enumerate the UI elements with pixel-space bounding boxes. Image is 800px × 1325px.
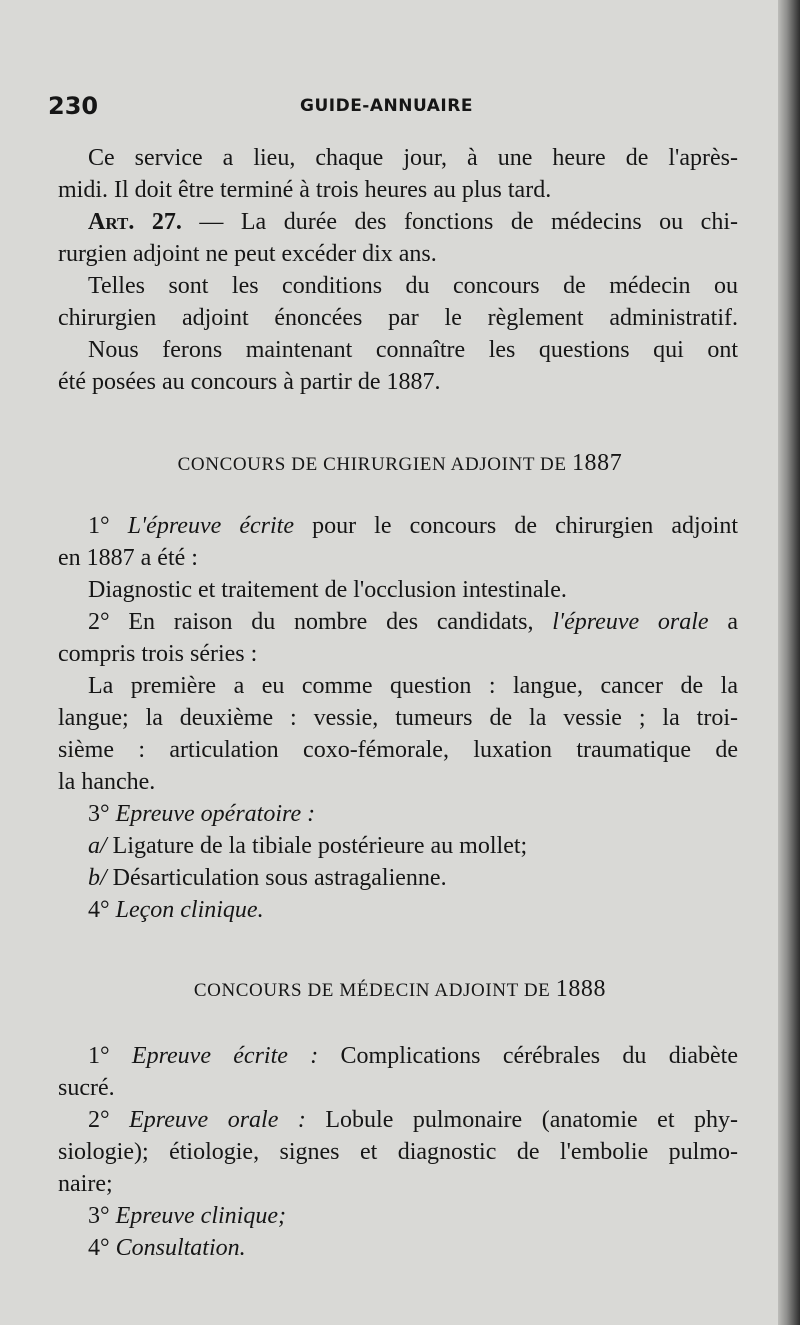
article-label: Art. 27. — [88, 209, 182, 235]
text-span: Désarticulation sous astragalienne. — [106, 865, 447, 891]
section-title-1887 — [60, 450, 740, 477]
text-line: rurgien adjoint ne peut excéder dix ans. — [58, 241, 437, 267]
text-line: été posées au concours à partir de 1887. — [58, 369, 441, 395]
text-span: b/ — [88, 865, 107, 891]
section-year: 1888 — [555, 976, 607, 1002]
article-line — [58, 206, 738, 238]
text-span: Epreuve opératoire : — [115, 801, 316, 827]
text-line: la hanche. — [58, 769, 156, 795]
text-line: compris trois séries : — [58, 641, 258, 667]
surgeon-exam-details — [58, 510, 738, 926]
text-span: 4° — [88, 1235, 116, 1261]
text-line: La première a eu comme question : langue, cancer de la — [88, 673, 738, 699]
section-year: 1887 — [571, 450, 623, 476]
text-line: Nous ferons maintenant connaître les questions qui ont — [88, 337, 738, 363]
text-span: 3° — [88, 1203, 116, 1229]
page-header — [48, 92, 738, 122]
text-span: 3° — [88, 801, 116, 827]
text-line — [58, 1232, 738, 1264]
text-line: sucré. — [58, 1075, 115, 1101]
section-title-1888 — [60, 976, 740, 1003]
text-span: 1° — [88, 1043, 132, 1069]
text-line: en 1887 a été : — [58, 545, 198, 571]
text-line: siologie); étiologie, signes et diagnostic de l'embolie pulmo- — [58, 1139, 738, 1165]
text-span: a/ — [88, 833, 107, 859]
text-line — [58, 894, 738, 926]
text-span: pour le concours de chirurgien adjoint — [293, 513, 739, 539]
text-span: Complications cérébrales du diabète — [318, 1043, 738, 1069]
text-line — [58, 1200, 738, 1232]
text-span: Epreuve écrite : — [131, 1043, 319, 1069]
text-line — [58, 862, 738, 894]
text-line — [58, 510, 738, 542]
text-span: 2° En raison du nombre des candidats, — [88, 609, 553, 635]
text-span: 4° — [88, 897, 116, 923]
text-span: Ligature de la tibiale postérieure au mollet; — [106, 833, 528, 859]
text-span: L'épreuve écrite — [127, 513, 294, 539]
text-line: midi. Il doit être terminé à trois heures au plus tard. — [58, 177, 552, 203]
text-line — [58, 1104, 738, 1136]
intro-paragraphs — [58, 142, 738, 398]
text-line — [58, 606, 738, 638]
text-span: 2° — [88, 1107, 130, 1133]
text-line: Diagnostic et traitement de l'occlusion intestinale. — [88, 577, 567, 603]
text-line: chirurgien adjoint énoncées par le règlement administratif. — [58, 305, 738, 331]
text-span: l'épreuve orale — [552, 609, 709, 635]
text-line: langue; la deuxième : vessie, tumeurs de la vessie ; la troi- — [58, 705, 738, 731]
text-span: Leçon clinique. — [115, 897, 264, 923]
text-span: a — [708, 609, 738, 635]
text-line — [58, 1040, 738, 1072]
text-line — [58, 830, 738, 862]
text-span: Consultation. — [115, 1235, 246, 1261]
text-span: Lobule pulmonaire (anatomie et phy- — [305, 1107, 738, 1133]
page-edge-shadow — [778, 0, 800, 1325]
physician-exam-details — [58, 1040, 738, 1264]
text-line: Telles sont les conditions du concours de médecin ou — [88, 273, 738, 299]
running-head: GUIDE-ANNUAIRE — [300, 96, 473, 116]
text-line — [58, 798, 738, 830]
text-span: Epreuve clinique; — [115, 1203, 286, 1229]
text-span: 1° — [88, 513, 128, 539]
text-line: naire; — [58, 1171, 113, 1197]
text-span: Epreuve orale : — [129, 1107, 306, 1133]
section-title-text: CONCOURS DE CHIRURGIEN ADJOINT DE — [177, 454, 567, 475]
text-line: Ce service a lieu, chaque jour, à une heure de l'après- — [88, 145, 738, 171]
text-span: — La durée des fonctions de médecins ou chi- — [181, 209, 738, 235]
page-number: 230 — [48, 92, 99, 120]
text-line: sième : articulation coxo-fémorale, luxation traumatique de — [58, 737, 738, 763]
section-title-text: CONCOURS DE MÉDECIN ADJOINT DE — [193, 980, 551, 1001]
